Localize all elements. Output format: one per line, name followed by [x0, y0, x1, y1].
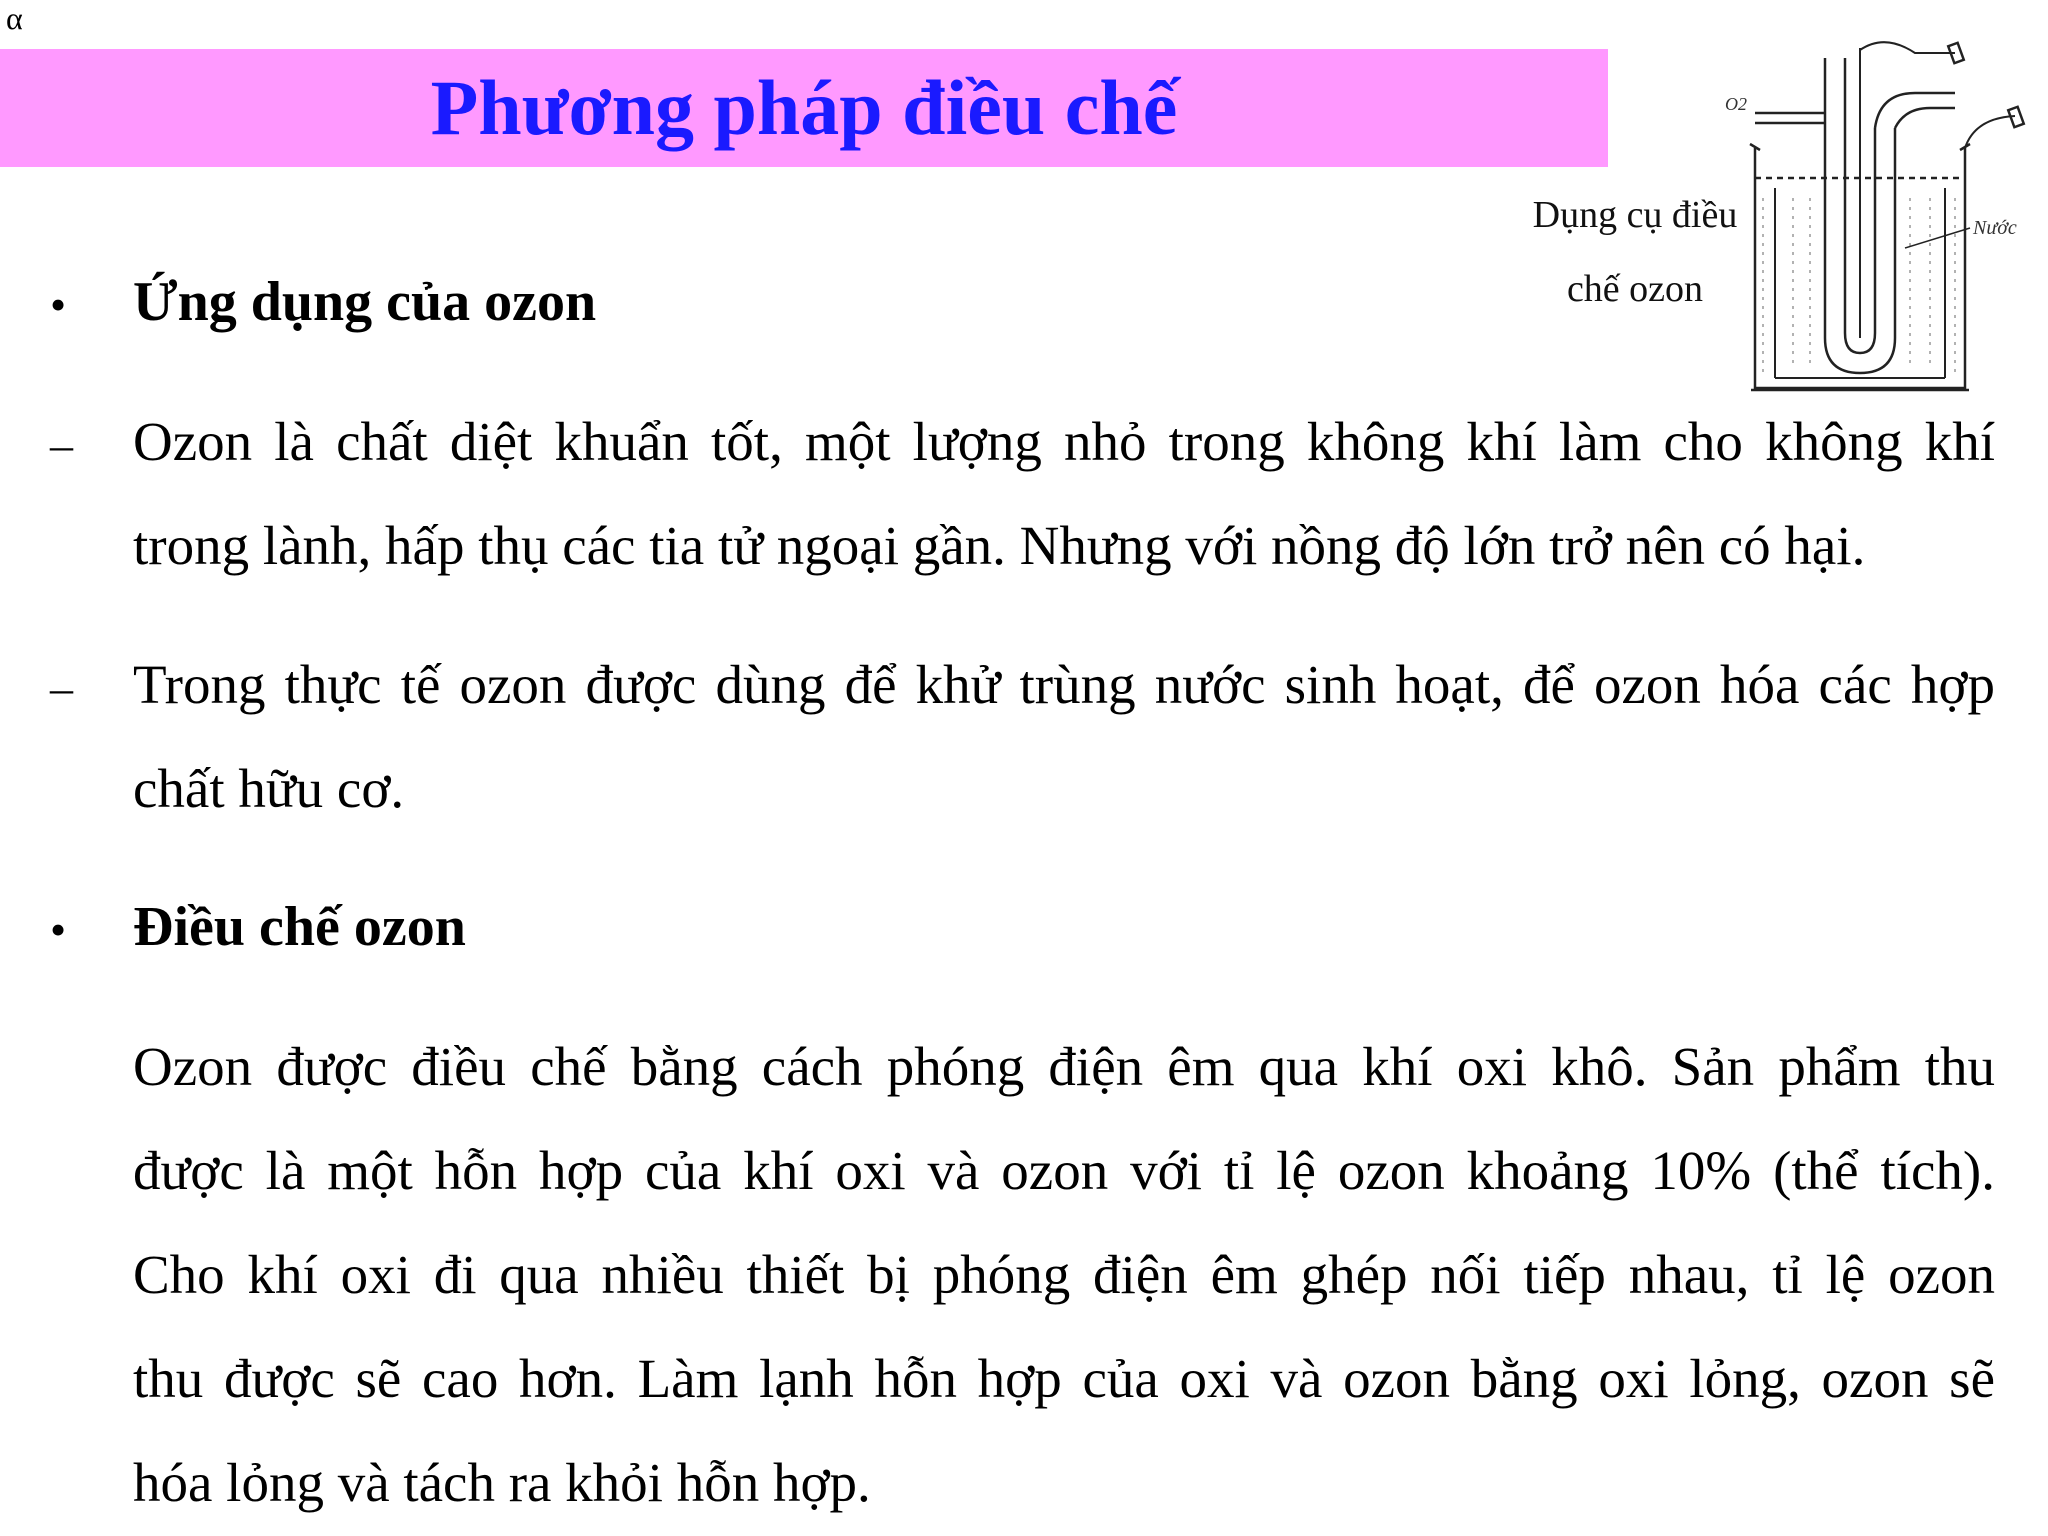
figure-caption-line-1: Dụng cụ điều: [1532, 194, 1738, 236]
paragraph-line: Ozon được điều chế bằng cách phóng điện êm qua khí oxi khô. Sản phẩm thu: [133, 1036, 1995, 1097]
heading-applications: Ứng dụng của ozon: [133, 271, 597, 333]
paragraph: [133, 1015, 1995, 1535]
bullet-marker: •: [50, 904, 67, 955]
paragraph: [133, 390, 1995, 598]
bullet-marker: •: [50, 279, 67, 330]
page-title: Phương pháp điều chế: [430, 64, 1178, 151]
paragraph-line: Cho khí oxi đi qua nhiều thiết bị phóng điện êm ghép nối tiếp nhau, tỉ lệ ozon: [133, 1244, 1995, 1305]
paragraph-line: chất hữu cơ.: [133, 758, 405, 819]
ozone-apparatus-diagram: [1715, 38, 2035, 398]
dash-marker: –: [50, 419, 73, 470]
figure-caption-line-2: chế ozon: [1566, 268, 1704, 310]
label-o2: O2: [1725, 94, 1747, 114]
paragraph-line: Ozon là chất diệt khuẩn tốt, một lượng nhỏ trong không khí làm cho không khí: [133, 411, 1995, 472]
paragraph-line: thu được sẽ cao hơn. Làm lạnh hỗn hợp của oxi và ozon bằng oxi lỏng, ozon sẽ: [133, 1348, 1995, 1409]
dash-marker: –: [50, 662, 73, 713]
corner-alpha-mark: α: [6, 0, 23, 36]
paragraph-line: Trong thực tế ozon được dùng để khử trùng nước sinh hoạt, để ozon hóa các hợp: [133, 654, 1995, 715]
paragraph-line: được là một hỗn hợp của khí oxi và ozon với tỉ lệ ozon khoảng 10% (thể tích).: [133, 1140, 1995, 1201]
label-water: Nước: [1973, 217, 2017, 239]
paragraph-line: hóa lỏng và tách ra khỏi hỗn hợp.: [133, 1452, 871, 1513]
heading-preparation: Điều chế ozon: [133, 896, 466, 958]
paragraph-line: trong lành, hấp thụ các tia tử ngoại gần. Nhưng với nồng độ lớn trở nên có hại.: [133, 515, 1866, 576]
paragraph: [133, 633, 1995, 841]
